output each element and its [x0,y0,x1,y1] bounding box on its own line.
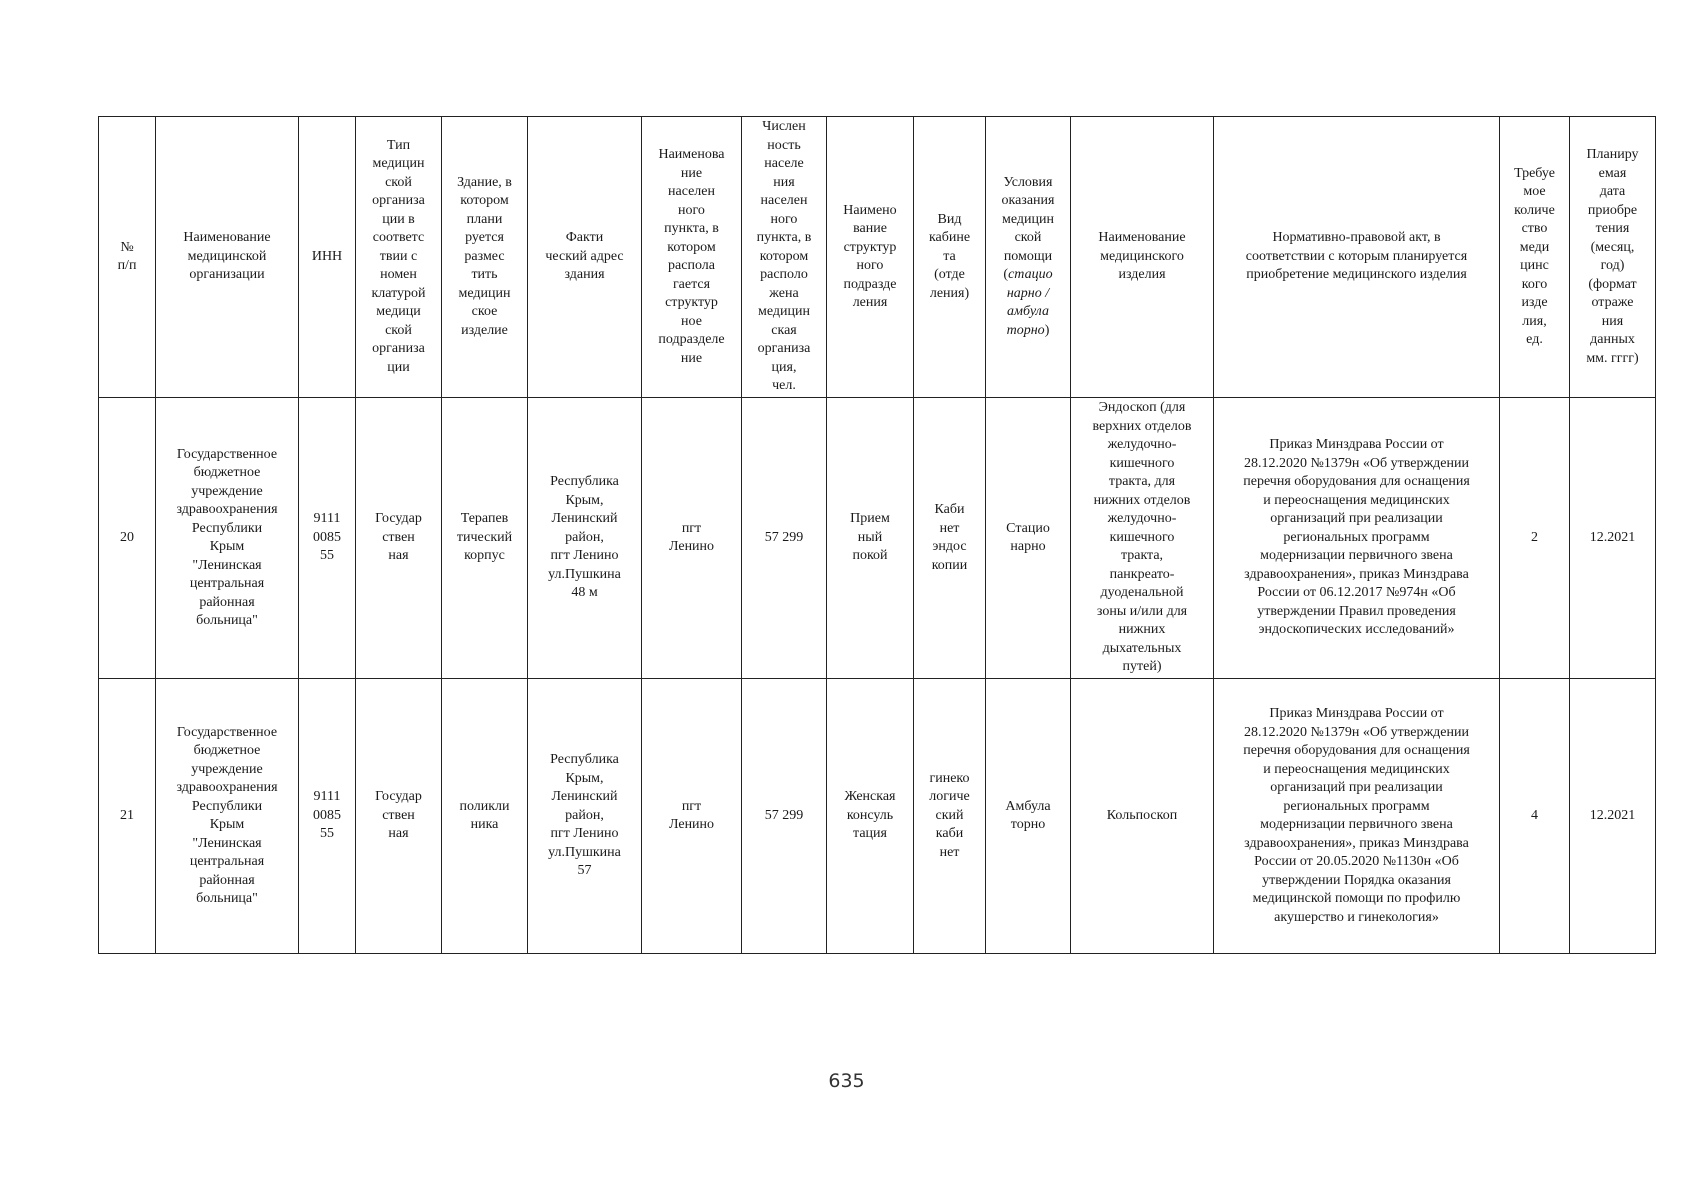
cell-qty: 4 [1500,679,1570,954]
header-row [99,117,1656,398]
cell-unit: Женская консуль тация [827,679,914,954]
header-locality: Наименова ние населен ного пункта, в котором распола гается структур ное подразделе ние [642,117,742,398]
cell-num: 20 [99,398,156,679]
header-num: № п/п [99,117,156,398]
header-conditions-close: ) [1044,322,1050,338]
table-row [99,398,1656,679]
cell-unit: Прием ный покой [827,398,914,679]
header-device: Наименование медицинского изделия [1071,117,1214,398]
header-org-type: Тип медицин ской организа ции в соответс твии с номен клатурой медици ской организа ции [356,117,442,398]
cell-org-name: Государственное бюджетное учреждение здравоохранения Республики Крым "Ленинская центральная районная больница" [156,398,299,679]
header-conditions-italic: стацио нарно / амбула торно [1006,267,1053,338]
table-row [99,679,1656,954]
header-qty: Требуе мое количе ство меди цинс кого изде лия, ед. [1500,117,1570,398]
header-conditions-text: Условия оказания медицин ской помощи ( [1001,174,1055,283]
header-population: Числен ность населе ния населен ного пункта, в котором располо жена медицин ская организа ция, чел. [742,117,827,398]
cell-population: 57 299 [742,398,827,679]
cell-address: Республика Крым, Ленинский район, пгт Ленино ул.Пушкина 48 м [528,398,642,679]
cell-cabinet: Каби нет эндос копии [914,398,986,679]
header-building: Здание, в котором плани руется размес тить медицин ское изделие [442,117,528,398]
cell-population: 57 299 [742,679,827,954]
cell-qty: 2 [1500,398,1570,679]
header-cabinet: Вид кабине та (отде ления) [914,117,986,398]
cell-org-type: Государ ствен ная [356,679,442,954]
cell-conditions: Амбула торно [986,679,1071,954]
header-inn: ИНН [299,117,356,398]
cell-address: Республика Крым, Ленинский район, пгт Ленино ул.Пушкина 57 [528,679,642,954]
cell-act: Приказ Минздрава России от 28.12.2020 №1379н «Об утверждении перечня оборудования для оснащения и переоснащения медицинских организаций при реализации региональных программ модернизации первичного звена здравоохранения», приказ Минздрава России от 20.05.2020 №1130н «Об утверждении Порядка оказания медицинской помощи по профилю акушерство и гинекология» [1214,679,1500,954]
equipment-table [98,116,1656,954]
cell-act: Приказ Минздрава России от 28.12.2020 №1379н «Об утверждении перечня оборудования для оснащения и переоснащения медицинских организаций при реализации региональных программ модернизации первичного звена здравоохранения», приказ Минздрава России от 06.12.2017 №974н «Об утверждении Правил проведения эндоскопических исследований» [1214,398,1500,679]
header-act: Нормативно-правовой акт, в соответствии с которым планируется приобретение медицинского изделия [1214,117,1500,398]
cell-num: 21 [99,679,156,954]
header-date: Планиру емая дата приобре тения (месяц, год) (формат отраже ния данных мм. гггг) [1570,117,1656,398]
cell-locality: пгт Ленино [642,679,742,954]
header-address: Факти ческий адрес здания [528,117,642,398]
page-number: 635 [828,1070,865,1092]
header-unit: Наимено вание структур ного подразде ления [827,117,914,398]
header-org-name: Наименование медицинской организации [156,117,299,398]
header-conditions [986,117,1071,398]
cell-cabinet: гинеко логиче ский каби нет [914,679,986,954]
cell-org-name: Государственное бюджетное учреждение здравоохранения Республики Крым "Ленинская центральная районная больница" [156,679,299,954]
cell-building: поликли ника [442,679,528,954]
cell-device: Эндоскоп (для верхних отделов желудочно- кишечного тракта, для нижних отделов желудочно- кишечного тракта, панкреато- дуоденальной зоны и/или для нижних дыхательных путей) [1071,398,1214,679]
cell-date: 12.2021 [1570,679,1656,954]
cell-inn: 9111 0085 55 [299,679,356,954]
cell-date: 12.2021 [1570,398,1656,679]
cell-inn: 9111 0085 55 [299,398,356,679]
cell-locality: пгт Ленино [642,398,742,679]
cell-building: Терапев тический корпус [442,398,528,679]
cell-org-type: Государ ствен ная [356,398,442,679]
cell-device: Кольпоскоп [1071,679,1214,954]
cell-conditions: Стацио нарно [986,398,1071,679]
